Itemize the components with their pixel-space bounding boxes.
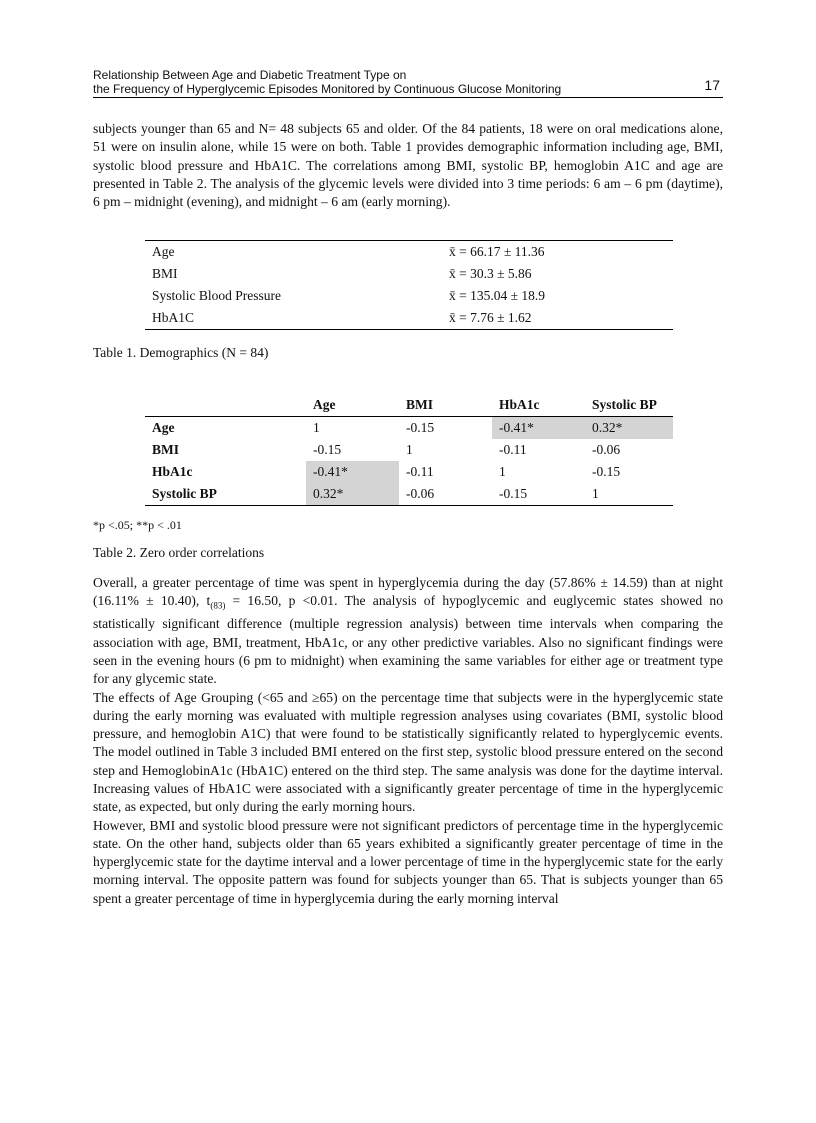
column-header: HbA1c bbox=[492, 394, 585, 417]
table-2-footnote: *p <.05; **p < .01 bbox=[93, 518, 182, 532]
column-header: BMI bbox=[399, 394, 492, 417]
table-2-caption: Table 2. Zero order correlations bbox=[93, 545, 265, 560]
intro-paragraph: subjects younger than 65 and N= 48 subjects 65 and older. Of the 84 patients, 18 were on oral medications alone, 51 were on insulin alone, while 15 were on both. Table 1 provides demographic information including age, BMI, systolic blood pressure and HbA1C. The correlations among BMI, systolic BP, hemoglobin A1C and age are presented in Table 2. The analysis of the glycemic levels were divided into 3 time periods: 6 am – 6 pm (daytime), 6 pm – midnight (evening), and midnight – 6 am (early morning). bbox=[93, 121, 723, 210]
results-paragraph-1 bbox=[93, 574, 723, 689]
demographics-table bbox=[145, 240, 673, 330]
degrees-of-freedom-subscript: (83) bbox=[210, 601, 226, 612]
table-row bbox=[145, 241, 673, 263]
table-row bbox=[145, 461, 673, 483]
column-header: Systolic BP bbox=[585, 394, 673, 417]
table-cell-label: Systolic Blood Pressure bbox=[152, 288, 282, 303]
table-cell: -0.15 bbox=[499, 486, 528, 501]
table-cell: -0.15 bbox=[592, 464, 621, 479]
row-header: Systolic BP bbox=[152, 486, 217, 501]
running-title-line-2: the Frequency of Hyperglycemic Episodes Monitored by Continuous Glucose Monitoring bbox=[93, 82, 562, 96]
results-paragraph-1-text-b: = 16.50, p <0.01. The analysis of hypoglycemic and euglycemic states showed no statistically significant difference (multiple regression analysis) between time intervals when comparing the association with age, BMI, treatment, HbA1c, or any other predictive variables. Also no significant findings were seen in the evening hours (6 pm to midnight) when examining the same variables for either age or treatment type for any glycemic state. bbox=[93, 593, 723, 687]
table-cell-significant: -0.41* bbox=[492, 417, 585, 440]
table-row bbox=[145, 307, 673, 329]
column-header: Age bbox=[306, 394, 399, 417]
table-row bbox=[145, 263, 673, 285]
running-title bbox=[93, 68, 663, 96]
table-cell: -0.06 bbox=[406, 486, 435, 501]
table-cell-value: x̄ = 66.17 ± 11.36 bbox=[449, 244, 545, 259]
table-row bbox=[145, 439, 673, 461]
table-cell: 1 bbox=[499, 464, 506, 479]
results-paragraph-2: The effects of Age Grouping (<65 and ≥65) on the percentage time that subjects were in the hyperglycemic state during the early morning was evaluated with multiple regression analyses using covariates (BMI, systolic blood pressure, and hemoglobin A1C) that were found to be statistically significantly related to hyperglycemic events. The model outlined in Table 3 included BMI entered on the first step, systolic blood pressure entered on the second step and HemoglobinA1c (HbA1C) entered on the third step. The same analysis was done for the daytime interval. Increasing values of HbA1C were associated with a significantly greater percentage of time in the hyperglycemic state, as expected, but only during the early morning hours. bbox=[93, 689, 723, 815]
table-cell-significant: -0.41* bbox=[306, 461, 399, 483]
table-cell: -0.11 bbox=[499, 442, 527, 457]
table-header-row bbox=[145, 394, 673, 417]
table-cell: 1 bbox=[313, 420, 320, 435]
row-header: BMI bbox=[152, 442, 179, 457]
table-cell-value: x̄ = 7.76 ± 1.62 bbox=[449, 310, 532, 325]
table-cell: -0.15 bbox=[313, 442, 342, 457]
table-row bbox=[145, 285, 673, 307]
table-cell-significant: 0.32* bbox=[585, 417, 673, 440]
correlations-table bbox=[145, 394, 673, 506]
row-header: HbA1c bbox=[152, 464, 193, 479]
table-cell-significant: 0.32* bbox=[306, 483, 399, 505]
column-header bbox=[145, 394, 306, 417]
table-row bbox=[145, 483, 673, 505]
table-row bbox=[145, 417, 673, 440]
table-cell-value: x̄ = 135.04 ± 18.9 bbox=[449, 288, 546, 303]
running-title-line-1: Relationship Between Age and Diabetic Treatment Type on bbox=[93, 68, 407, 82]
table-cell: -0.06 bbox=[592, 442, 621, 457]
running-header bbox=[93, 67, 723, 98]
table-cell-label: HbA1C bbox=[152, 310, 195, 325]
table-1-caption: Table 1. Demographics (N = 84) bbox=[93, 345, 269, 360]
results-paragraph-3: However, BMI and systolic blood pressure were not significant predictors of percentage time in the hyperglycemic state. On the other hand, subjects older than 65 years exhibited a significantly greater percentage of time in the hyperglycemic state for the daytime interval and a lower percentage of time in the hyperglycemic state for the early morning interval. The opposite pattern was found for subjects younger than 65. That is subjects younger than 65 spent a greater percentage of time in hyperglycemia during the early morning interval bbox=[93, 817, 723, 906]
results-section bbox=[93, 574, 723, 908]
page-number: 17 bbox=[704, 77, 720, 93]
table-cell: 1 bbox=[406, 442, 413, 457]
row-header: Age bbox=[152, 420, 175, 435]
table-cell-label: Age bbox=[152, 244, 175, 259]
table-cell: -0.15 bbox=[406, 420, 435, 435]
table-cell-value: x̄ = 30.3 ± 5.86 bbox=[449, 266, 532, 281]
intro-section bbox=[93, 120, 723, 211]
results-paragraph-1-text-a: Overall, a greater percentage of time was spent in hyperglycemia during the day (57.86% ± 14.59) than at night (16.11% ± 10.40), t bbox=[93, 575, 723, 609]
table-cell-label: BMI bbox=[152, 266, 178, 281]
table-cell: -0.11 bbox=[406, 464, 434, 479]
table-cell: 1 bbox=[592, 486, 599, 501]
